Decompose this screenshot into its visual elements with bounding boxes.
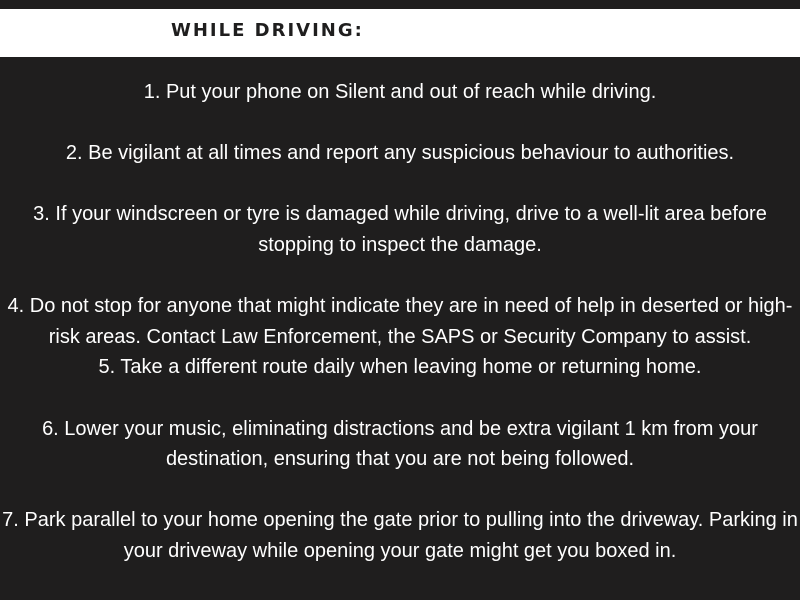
header-title: WHILE DRIVING:	[171, 20, 364, 41]
tip-item-6: 6. Lower your music, eliminating distractions and be extra vigilant 1 km from your destination, ensuring that you are not being followed.	[42, 417, 758, 471]
spacer	[0, 108, 800, 139]
tip-item-2: 2. Be vigilant at all times and report any suspicious behaviour to authorities.	[65, 142, 735, 165]
spacer	[0, 169, 800, 200]
spacer	[0, 383, 800, 414]
tip-item-5: 5. Take a different route daily when leaving home or returning home.	[98, 356, 702, 379]
spacer	[0, 475, 800, 506]
spacer	[0, 261, 800, 292]
tip-item-1: 1. Put your phone on Silent and out of reach while driving.	[143, 81, 657, 103]
tips-list	[0, 77, 800, 567]
tip-item-3: 3. If your windscreen or tyre is damaged while driving, drive to a well-lit area before stopping to inspect the damage.	[33, 203, 767, 256]
tip-item-4: 4. Do not stop for anyone that might indicate they are in need of help in deserted or high-risk areas. Contact Law Enforcement, the SAPS or Security Company to assist.	[7, 295, 793, 348]
tip-item-7: 7. Park parallel to your home opening the gate prior to pulling into the driveway. Parking in your driveway while opening your gate might get you boxed in.	[2, 509, 798, 562]
header-bar	[0, 9, 800, 57]
